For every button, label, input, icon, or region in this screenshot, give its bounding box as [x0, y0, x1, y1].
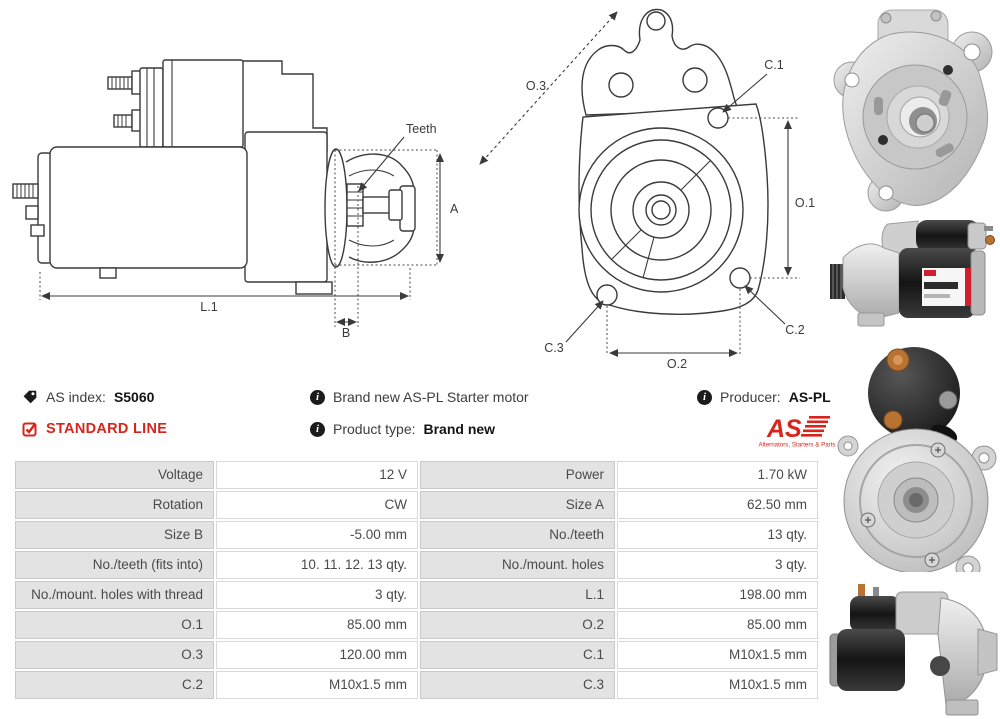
starter-side-outline: [13, 60, 415, 294]
producer-label: Producer:: [720, 389, 781, 405]
table-row: [15, 671, 818, 699]
as-index-line: [22, 389, 154, 405]
as-index-label: AS index:: [46, 389, 106, 405]
producer-value: AS-PL: [788, 389, 831, 405]
product-photo-side-view: [828, 212, 1000, 336]
spec-label: C.2: [15, 671, 214, 699]
spec-value: -5.00 mm: [216, 521, 418, 549]
spec-label: O.1: [15, 611, 214, 639]
logo-tagline: Alternators, Starters & Parts: [758, 441, 836, 449]
spec-value: M10x1.5 mm: [617, 641, 818, 669]
technical-drawing-side-view: [0, 0, 470, 385]
spec-label: Size B: [15, 521, 214, 549]
table-row: [15, 611, 818, 639]
spec-label: No./mount. holes with thread: [15, 581, 214, 609]
product-photo-rear-solenoid: [836, 338, 998, 572]
spec-label: Size A: [420, 491, 615, 519]
teeth-label: Teeth: [406, 122, 437, 136]
dim-label-c3: C.3: [544, 341, 564, 355]
spec-value: 1.70 kW: [617, 461, 818, 489]
product-type-value: Brand new: [423, 421, 496, 437]
spec-table: [13, 459, 820, 701]
table-row: [15, 461, 818, 489]
spec-label: No./mount. holes: [420, 551, 615, 579]
product-type-label: Product type:: [333, 421, 416, 437]
dim-label-o3: O.3: [525, 79, 547, 93]
table-row: [15, 641, 818, 669]
spec-value: 62.50 mm: [617, 491, 818, 519]
brand-new-line: [310, 389, 529, 405]
producer-line: [697, 389, 831, 405]
table-row: [15, 491, 818, 519]
standard-line-badge: [22, 421, 167, 437]
spec-value: 85.00 mm: [216, 611, 418, 639]
spec-label: No./teeth (fits into): [15, 551, 214, 579]
spec-value: M10x1.5 mm: [216, 671, 418, 699]
spec-label: C.1: [420, 641, 615, 669]
dim-label-c2: C.2: [785, 323, 805, 337]
dim-label-b: B: [341, 326, 351, 340]
spec-label: No./teeth: [420, 521, 615, 549]
table-row: [15, 521, 818, 549]
starter-front-outline: [579, 9, 768, 314]
checkbox-checked-icon: [22, 421, 38, 437]
product-type-line: [310, 421, 495, 437]
standard-line-text: STANDARD LINE: [46, 421, 168, 437]
spec-value: CW: [216, 491, 418, 519]
logo-as-text: AS: [767, 415, 802, 443]
table-row: [15, 551, 818, 579]
angled-photo-shapes: [830, 584, 997, 715]
dim-label-c1: C.1: [764, 58, 784, 72]
product-photo-front-flange: [822, 4, 1000, 212]
spec-label: C.3: [420, 671, 615, 699]
technical-drawing-front-view: [470, 0, 830, 385]
spec-label: Rotation: [15, 491, 214, 519]
spec-value: 3 qty.: [617, 551, 818, 579]
info-icon: i: [310, 390, 325, 405]
dim-label-a: A: [450, 202, 459, 216]
spec-label: O.3: [15, 641, 214, 669]
table-row: [15, 581, 818, 609]
info-icon: i: [697, 390, 712, 405]
spec-label: O.2: [420, 611, 615, 639]
info-icon: i: [310, 422, 325, 437]
spec-value: 85.00 mm: [617, 611, 818, 639]
product-photo-angled-view: [828, 574, 1000, 719]
spec-value: 13 qty.: [617, 521, 818, 549]
as-pl-logo: [757, 413, 837, 449]
spec-value: 10. 11. 12. 13 qty.: [216, 551, 418, 579]
spec-value: M10x1.5 mm: [617, 671, 818, 699]
spec-value: 120.00 mm: [216, 641, 418, 669]
brand-new-text: Brand new AS-PL Starter motor: [333, 389, 529, 405]
dim-label-o2: O.2: [666, 357, 688, 371]
spec-label: Power: [420, 461, 615, 489]
tag-icon: [22, 389, 38, 405]
spec-value: 3 qty.: [216, 581, 418, 609]
spec-label: Voltage: [15, 461, 214, 489]
spec-label: L.1: [420, 581, 615, 609]
spec-value: 12 V: [216, 461, 418, 489]
rear-photo-shapes: [838, 347, 996, 572]
dim-label-l1: L.1: [200, 300, 218, 314]
as-index-value: S5060: [113, 389, 155, 405]
side-photo-shapes: [830, 220, 995, 326]
flange-photo-shapes: [834, 10, 992, 211]
dim-label-o1: O.1: [794, 196, 816, 210]
spec-value: 198.00 mm: [617, 581, 818, 609]
